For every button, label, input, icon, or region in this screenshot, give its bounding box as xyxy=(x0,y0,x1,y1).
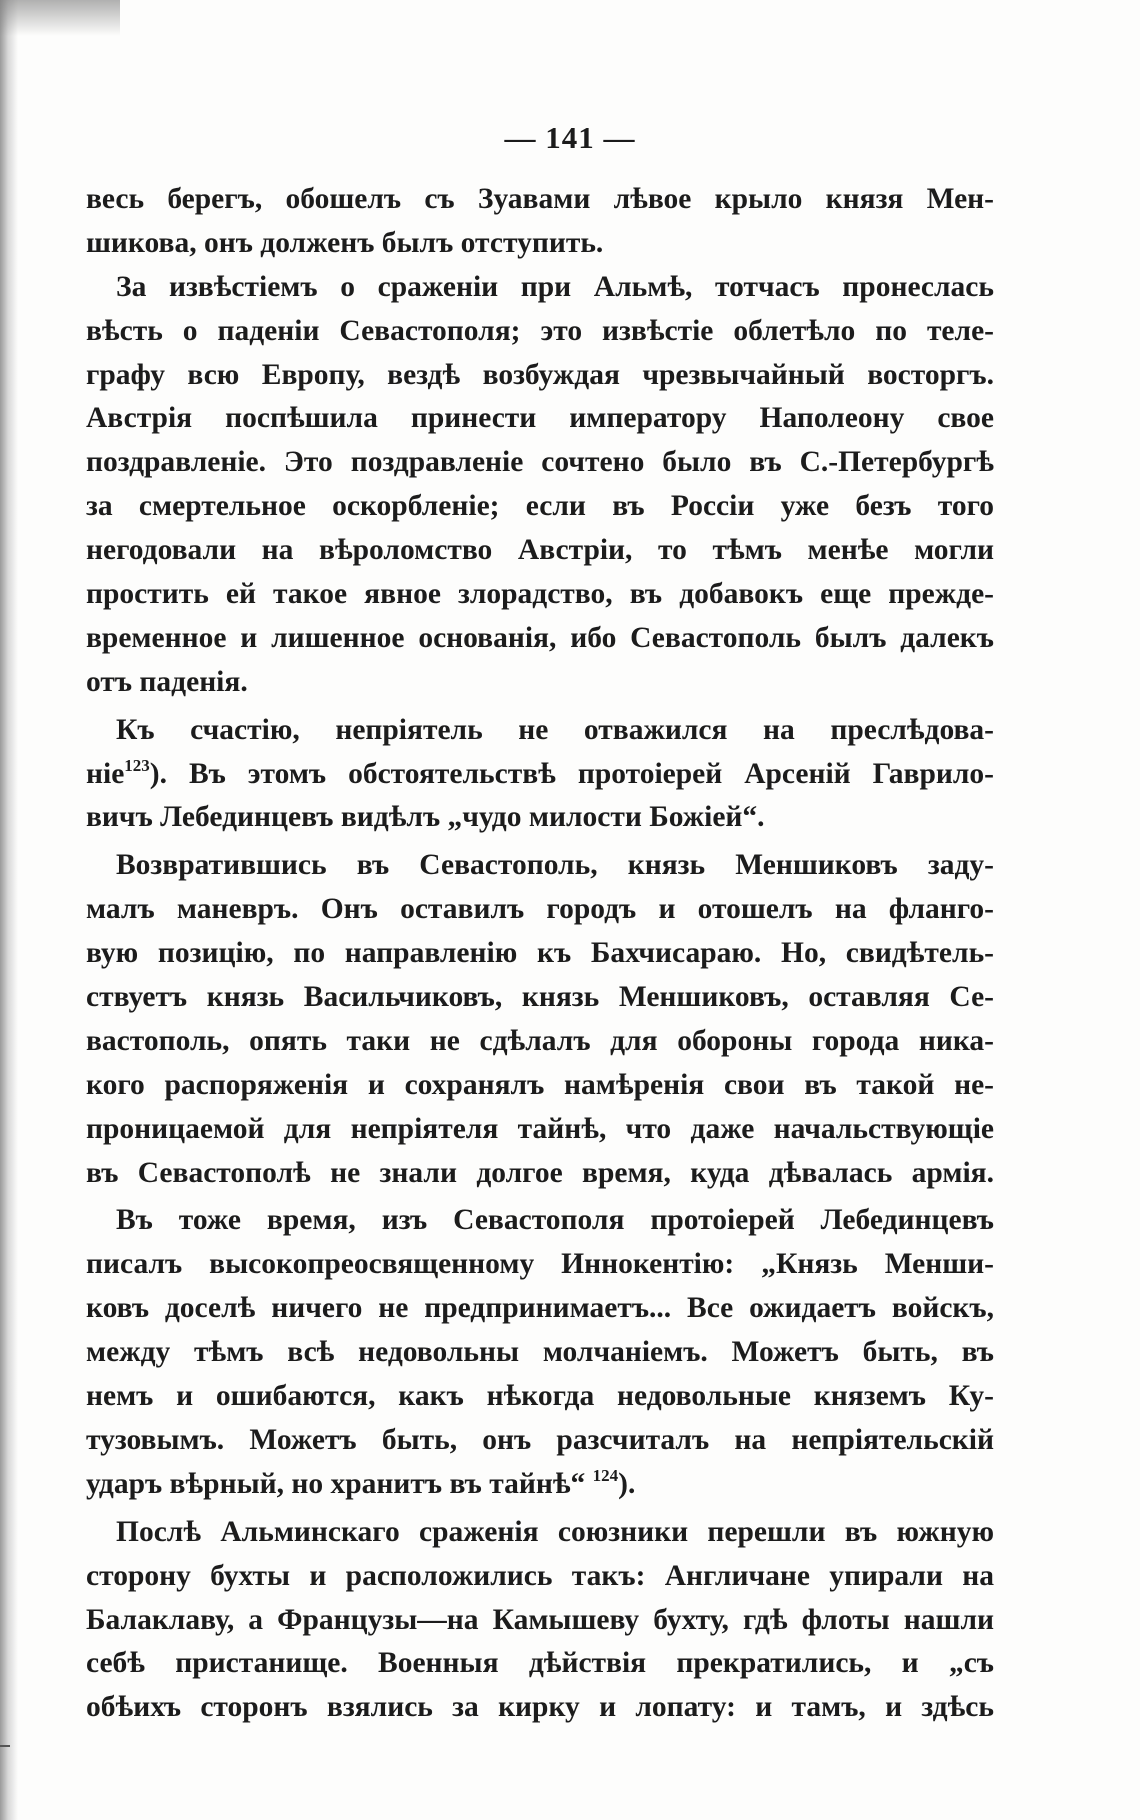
text-line: обѣихъ сторонъ взялись за кирку и лопату: и тамъ, и здѣсь xyxy=(86,1691,994,1724)
footnote-ref: 124 xyxy=(592,1465,619,1485)
text-line: весь берегъ, обошелъ съ Зуавами лѣвое крыло князя Мен- xyxy=(86,183,994,215)
text-line: писалъ высокопреосвященному Иннокентію: „Князь Менши- xyxy=(86,1248,994,1281)
text-line: временное и лишенное основанія, ибо Севастополь былъ далекъ xyxy=(86,621,994,654)
text-line: Въ тоже время, изъ Севастополя протоіерей Лебединцевъ xyxy=(116,1204,994,1237)
text-line-with-footnote xyxy=(86,1463,994,1507)
text-line: вую позицію, по направленію къ Бахчисараю. Но, свидѣтель- xyxy=(86,937,994,970)
text-line: простить ей такое явное злорадство, въ добавокъ еще прежде- xyxy=(86,578,994,611)
footnote-ref: 123 xyxy=(124,755,150,775)
text-line: Балаклаву, а Французы—на Камышеву бухту, гдѣ флоты нашли xyxy=(86,1603,994,1636)
text-line: вичъ Лебединцевъ видѣлъ „чудо милости Божіей“. xyxy=(86,801,765,834)
line-start: ударъ вѣрный, но хранитъ въ тайнѣ“ xyxy=(86,1467,586,1500)
text-line: немъ и ошибаются, какъ нѣкогда недовольные княземъ Ку- xyxy=(86,1380,994,1413)
text-line: Австрія поспѣшила принести императору Наполеону свое xyxy=(86,402,994,435)
text-line: За извѣстіемъ о сраженіи при Альмѣ, тотчасъ пронеслась xyxy=(116,270,994,303)
text-line: графу всю Европу, вездѣ возбуждая чрезвычайный восторгъ. xyxy=(86,358,994,391)
text-line: въ Севастополѣ не знали долгое время, куда дѣвалась армія. xyxy=(86,1156,994,1189)
body-text xyxy=(86,178,994,1730)
text-line: вѣсть о паденіи Севастополя; это извѣстіе облетѣло по теле- xyxy=(86,314,994,347)
text-line: негодовали на вѣроломство Австріи, то тѣмъ менѣе могли xyxy=(86,534,994,567)
text-line: сторону бухты и расположились такъ: Англичане упирали на xyxy=(86,1559,994,1592)
text-line: Послѣ Альминскаго сраженія союзники перешли въ южную xyxy=(116,1515,994,1548)
text-line: Къ счастію, непріятель не отважился на преслѣдова- xyxy=(116,713,994,746)
line-start: ніе xyxy=(86,757,125,790)
text-line: малъ маневръ. Онъ оставилъ городъ и отошелъ на фланго- xyxy=(86,893,994,926)
text-line: за смертельное оскорбленіе; если въ Россіи уже безъ того xyxy=(86,490,994,523)
text-line: поздравленіе. Это поздравленіе сочтено было въ С.-Петербургѣ xyxy=(86,446,994,479)
margin-mark xyxy=(0,1745,10,1747)
text-line: тузовымъ. Можетъ быть, онъ разсчиталъ на непріятельскій xyxy=(86,1423,994,1456)
text-line: вастополь, опять таки не сдѣлалъ для обороны города ника- xyxy=(86,1024,994,1057)
line-end: ). Въ этомъ обстоятельствѣ протоіерей Арсеній Гаврило- xyxy=(149,757,994,790)
text-line: между тѣмъ всѣ недовольны молчаніемъ. Можетъ быть, въ xyxy=(86,1336,994,1369)
text-line-with-footnote xyxy=(86,753,994,797)
text-line: ковъ доселѣ ничего не предпринимаетъ... Все ожидаетъ войскъ, xyxy=(86,1292,994,1325)
scan-corner-smudge xyxy=(0,0,120,36)
text-line: проницаемой для непріятеля тайнѣ, что даже начальствующіе xyxy=(86,1112,994,1145)
text-line: кого распоряженія и сохранялъ намѣренія свои въ такой не- xyxy=(86,1068,994,1101)
text-line: себѣ пристанище. Военныя дѣйствія прекратились, и „съ xyxy=(86,1647,994,1680)
text-line: Возвратившись въ Севастополь, князь Меншиковъ заду- xyxy=(116,849,994,882)
text-line: ствуетъ князь Васильчиковъ, князь Меншиковъ, оставляя Се- xyxy=(86,981,994,1014)
page-edge-shadow xyxy=(0,0,18,1820)
text-line: отъ паденія. xyxy=(86,665,248,698)
line-end: ). xyxy=(618,1467,636,1500)
page-number: — 141 — xyxy=(504,120,636,155)
text-line: шикова, онъ долженъ былъ отступить. xyxy=(86,226,604,259)
